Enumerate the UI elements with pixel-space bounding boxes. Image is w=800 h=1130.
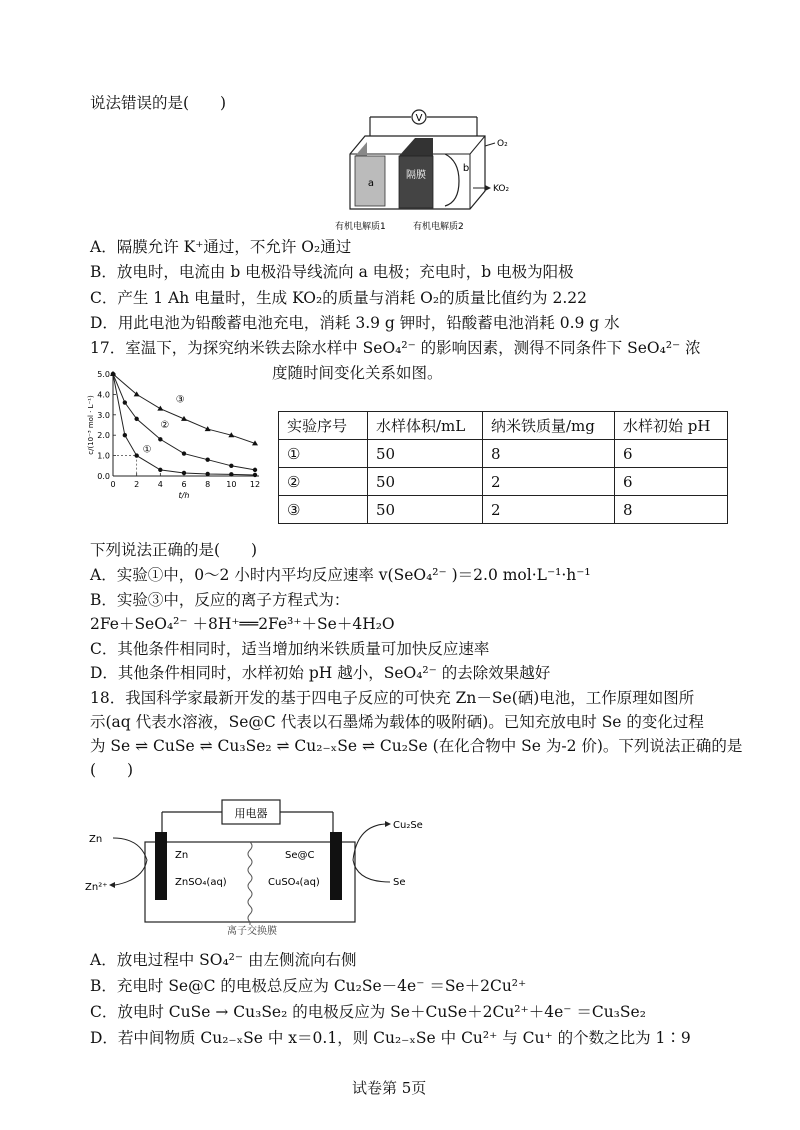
x-tick-label: 10 — [226, 480, 237, 489]
q18-stem-1: 18．我国科学家最新开发的基于四电子反应的可快充 Zn－Se(硒)电池，工作原理如图所 — [90, 689, 695, 707]
q18-stem-2: 示(aq 代表水溶液，Se@C 代表以石墨烯为载体的吸附硒)。已知充放电时 Se 的变化过程 — [90, 713, 704, 731]
q16-battery-figure — [325, 106, 525, 236]
x-tick-label: 8 — [205, 480, 211, 489]
data-point — [134, 417, 138, 421]
membrane-label: 离子交换膜 — [227, 926, 277, 937]
y-tick-label: 0.0 — [97, 472, 110, 481]
table-cell: 6 — [615, 440, 728, 468]
se-label: Se — [393, 877, 406, 888]
q17-stem-2: 度随时间变化关系如图。 — [272, 364, 443, 382]
page-footer: 试卷第 5页 — [352, 1079, 427, 1097]
series-line — [113, 374, 255, 475]
data-point — [205, 472, 209, 476]
data-point — [229, 464, 233, 468]
table-row — [279, 468, 728, 496]
q17-option-c: C．其他条件相同时，适当增加纳米铁质量可加快反应速率 — [90, 640, 490, 658]
table-cell: 2 — [483, 496, 615, 524]
q18-stem-4: ( ) — [90, 761, 134, 779]
electrolyte2-label: 有机电解质2 — [413, 222, 464, 232]
se-c-label: Se@C — [285, 850, 315, 861]
series-line — [113, 374, 255, 443]
y-tick-label: 3.0 — [97, 410, 110, 420]
y-tick-label: 5.0 — [97, 370, 110, 379]
q18-option-a: A．放电过程中 SO₄²⁻ 由左侧流向右侧 — [90, 951, 357, 969]
cu2se-label: Cu₂Se — [393, 820, 423, 831]
q16-stem-tail: 说法错误的是( ) — [90, 94, 227, 112]
q16-option-d: D．用此电池为铅酸蓄电池充电，消耗 3.9 g 钾时，铅酸蓄电池消耗 0.9 g 水 — [90, 314, 620, 332]
table-row — [279, 440, 728, 468]
data-point — [157, 406, 163, 411]
q18-option-c: C．放电时 CuSe → Cu₃Se₂ 的电极反应为 Se＋CuSe＋2Cu²⁺＋4e⁻ ＝Cu₃Se₂ — [90, 1003, 646, 1021]
data-point — [253, 468, 257, 472]
data-point — [182, 451, 186, 455]
y-axis-label: c/(10⁻³ mol · L⁻¹) — [87, 395, 95, 455]
x-tick-label: 2 — [134, 480, 140, 489]
data-point — [134, 453, 138, 457]
data-point — [182, 471, 186, 475]
table-cell: 6 — [615, 468, 728, 496]
zn-electrode — [155, 832, 167, 900]
q17-option-b-equation: 2Fe＋SeO₄²⁻ ＋8H⁺══2Fe³⁺＋Se＋4H₂O — [90, 615, 395, 633]
data-point — [253, 473, 257, 477]
x-tick-label: 0 — [110, 480, 116, 489]
q17-experiment-table — [278, 411, 728, 524]
q18-option-d: D．若中间物质 Cu₂₋ₓSe 中 x＝0.1，则 Cu₂₋ₓSe 中 Cu²⁺ 与 Cu⁺ 的个数之比为 1∶9 — [90, 1029, 691, 1047]
data-point — [158, 437, 162, 441]
table-cell: 50 — [368, 440, 483, 468]
voltmeter-label: V — [415, 113, 423, 124]
x-tick-label: 6 — [181, 480, 187, 489]
zn-outer-label: Zn — [89, 834, 103, 845]
electrolyte1-label: 有机电解质1 — [335, 222, 386, 232]
table-row — [279, 496, 728, 524]
zn2-label: Zn²⁺ — [85, 882, 108, 893]
device-label: 用电器 — [234, 807, 268, 820]
x-tick-label: 12 — [249, 480, 261, 489]
series-label: ① — [142, 444, 152, 456]
q18-stem-3: 为 Se ⇌ CuSe ⇌ Cu₃Se₂ ⇌ Cu₂₋ₓSe ⇌ Cu₂Se (在化合物中 Se 为-2 价)。下列说法正确的是 — [90, 737, 743, 755]
data-point — [229, 472, 233, 476]
table-cell: 8 — [483, 440, 615, 468]
y-tick-label: 4.0 — [97, 390, 110, 400]
data-point — [158, 468, 162, 472]
table-cell: ① — [279, 440, 368, 468]
table-cell: ② — [279, 468, 368, 496]
q16-option-c: C．产生 1 Ah 电量时，生成 KO₂的质量与消耗 O₂的质量比值约为 2.22 — [90, 289, 587, 307]
electrode-a-label: a — [367, 178, 375, 189]
series-label: ③ — [175, 394, 185, 406]
q16-option-a: A．隔膜允许 K⁺通过，不允许 O₂通过 — [90, 238, 352, 256]
table-cell: ③ — [279, 496, 368, 524]
table-header-cell: 纳米铁质量/mg — [483, 412, 615, 440]
q17-option-d: D．其他条件相同时，水样初始 pH 越小，SeO₄²⁻ 的去除效果越好 — [90, 664, 551, 682]
table-header-cell: 实验序号 — [279, 412, 368, 440]
znso4-label: ZnSO₄(aq) — [175, 877, 227, 888]
table-cell: 50 — [368, 496, 483, 524]
x-axis-label: t/h — [178, 491, 190, 500]
y-tick-label: 2.0 — [97, 431, 110, 441]
q18-battery-figure — [85, 790, 445, 940]
table-cell: 2 — [483, 468, 615, 496]
o2-label: O₂ — [497, 139, 508, 149]
x-tick-label: 4 — [157, 480, 163, 489]
data-point — [123, 433, 127, 437]
table-cell: 8 — [615, 496, 728, 524]
q17-stem-1: 17．室温下，为探究纳米铁去除水样中 SeO₄²⁻ 的影响因素，测得不同条件下 SeO₄²⁻ 浓 — [90, 339, 701, 357]
electrode-b-label: b — [462, 163, 470, 174]
q16-option-b: B．放电时，电流由 b 电极沿导线流向 a 电极；充电时，b 电极为阳极 — [90, 263, 574, 281]
ko2-label: KO₂ — [493, 184, 510, 194]
q18-option-b: B．充电时 Se@C 的电极总反应为 Cu₂Se－4e⁻ ＝Se＋2Cu²⁺ — [90, 977, 527, 995]
q17-option-a: A．实验①中，0～2 小时内平均反应速率 v(SeO₄²⁻ )＝2.0 mol·L⁻¹·h⁻¹ — [90, 566, 591, 584]
se-c-electrode — [330, 832, 342, 900]
q17-option-b: B．实验③中，反应的离子方程式为： — [90, 591, 350, 609]
q17-ask: 下列说法正确的是( ) — [90, 541, 258, 559]
q17-concentration-chart — [85, 364, 270, 512]
table-cell: 50 — [368, 468, 483, 496]
data-point — [123, 400, 127, 404]
membrane-label: 隔膜 — [406, 170, 426, 181]
table-header-row — [279, 412, 728, 440]
data-point — [205, 457, 209, 461]
series-label: ② — [160, 420, 170, 432]
table-header-cell: 水样体积/mL — [368, 412, 483, 440]
cuso4-label: CuSO₄(aq) — [268, 877, 320, 888]
table-header-cell: 水样初始 pH — [615, 412, 728, 440]
y-tick-label: 1.0 — [97, 451, 110, 461]
zn-electrode-label: Zn — [175, 850, 189, 861]
